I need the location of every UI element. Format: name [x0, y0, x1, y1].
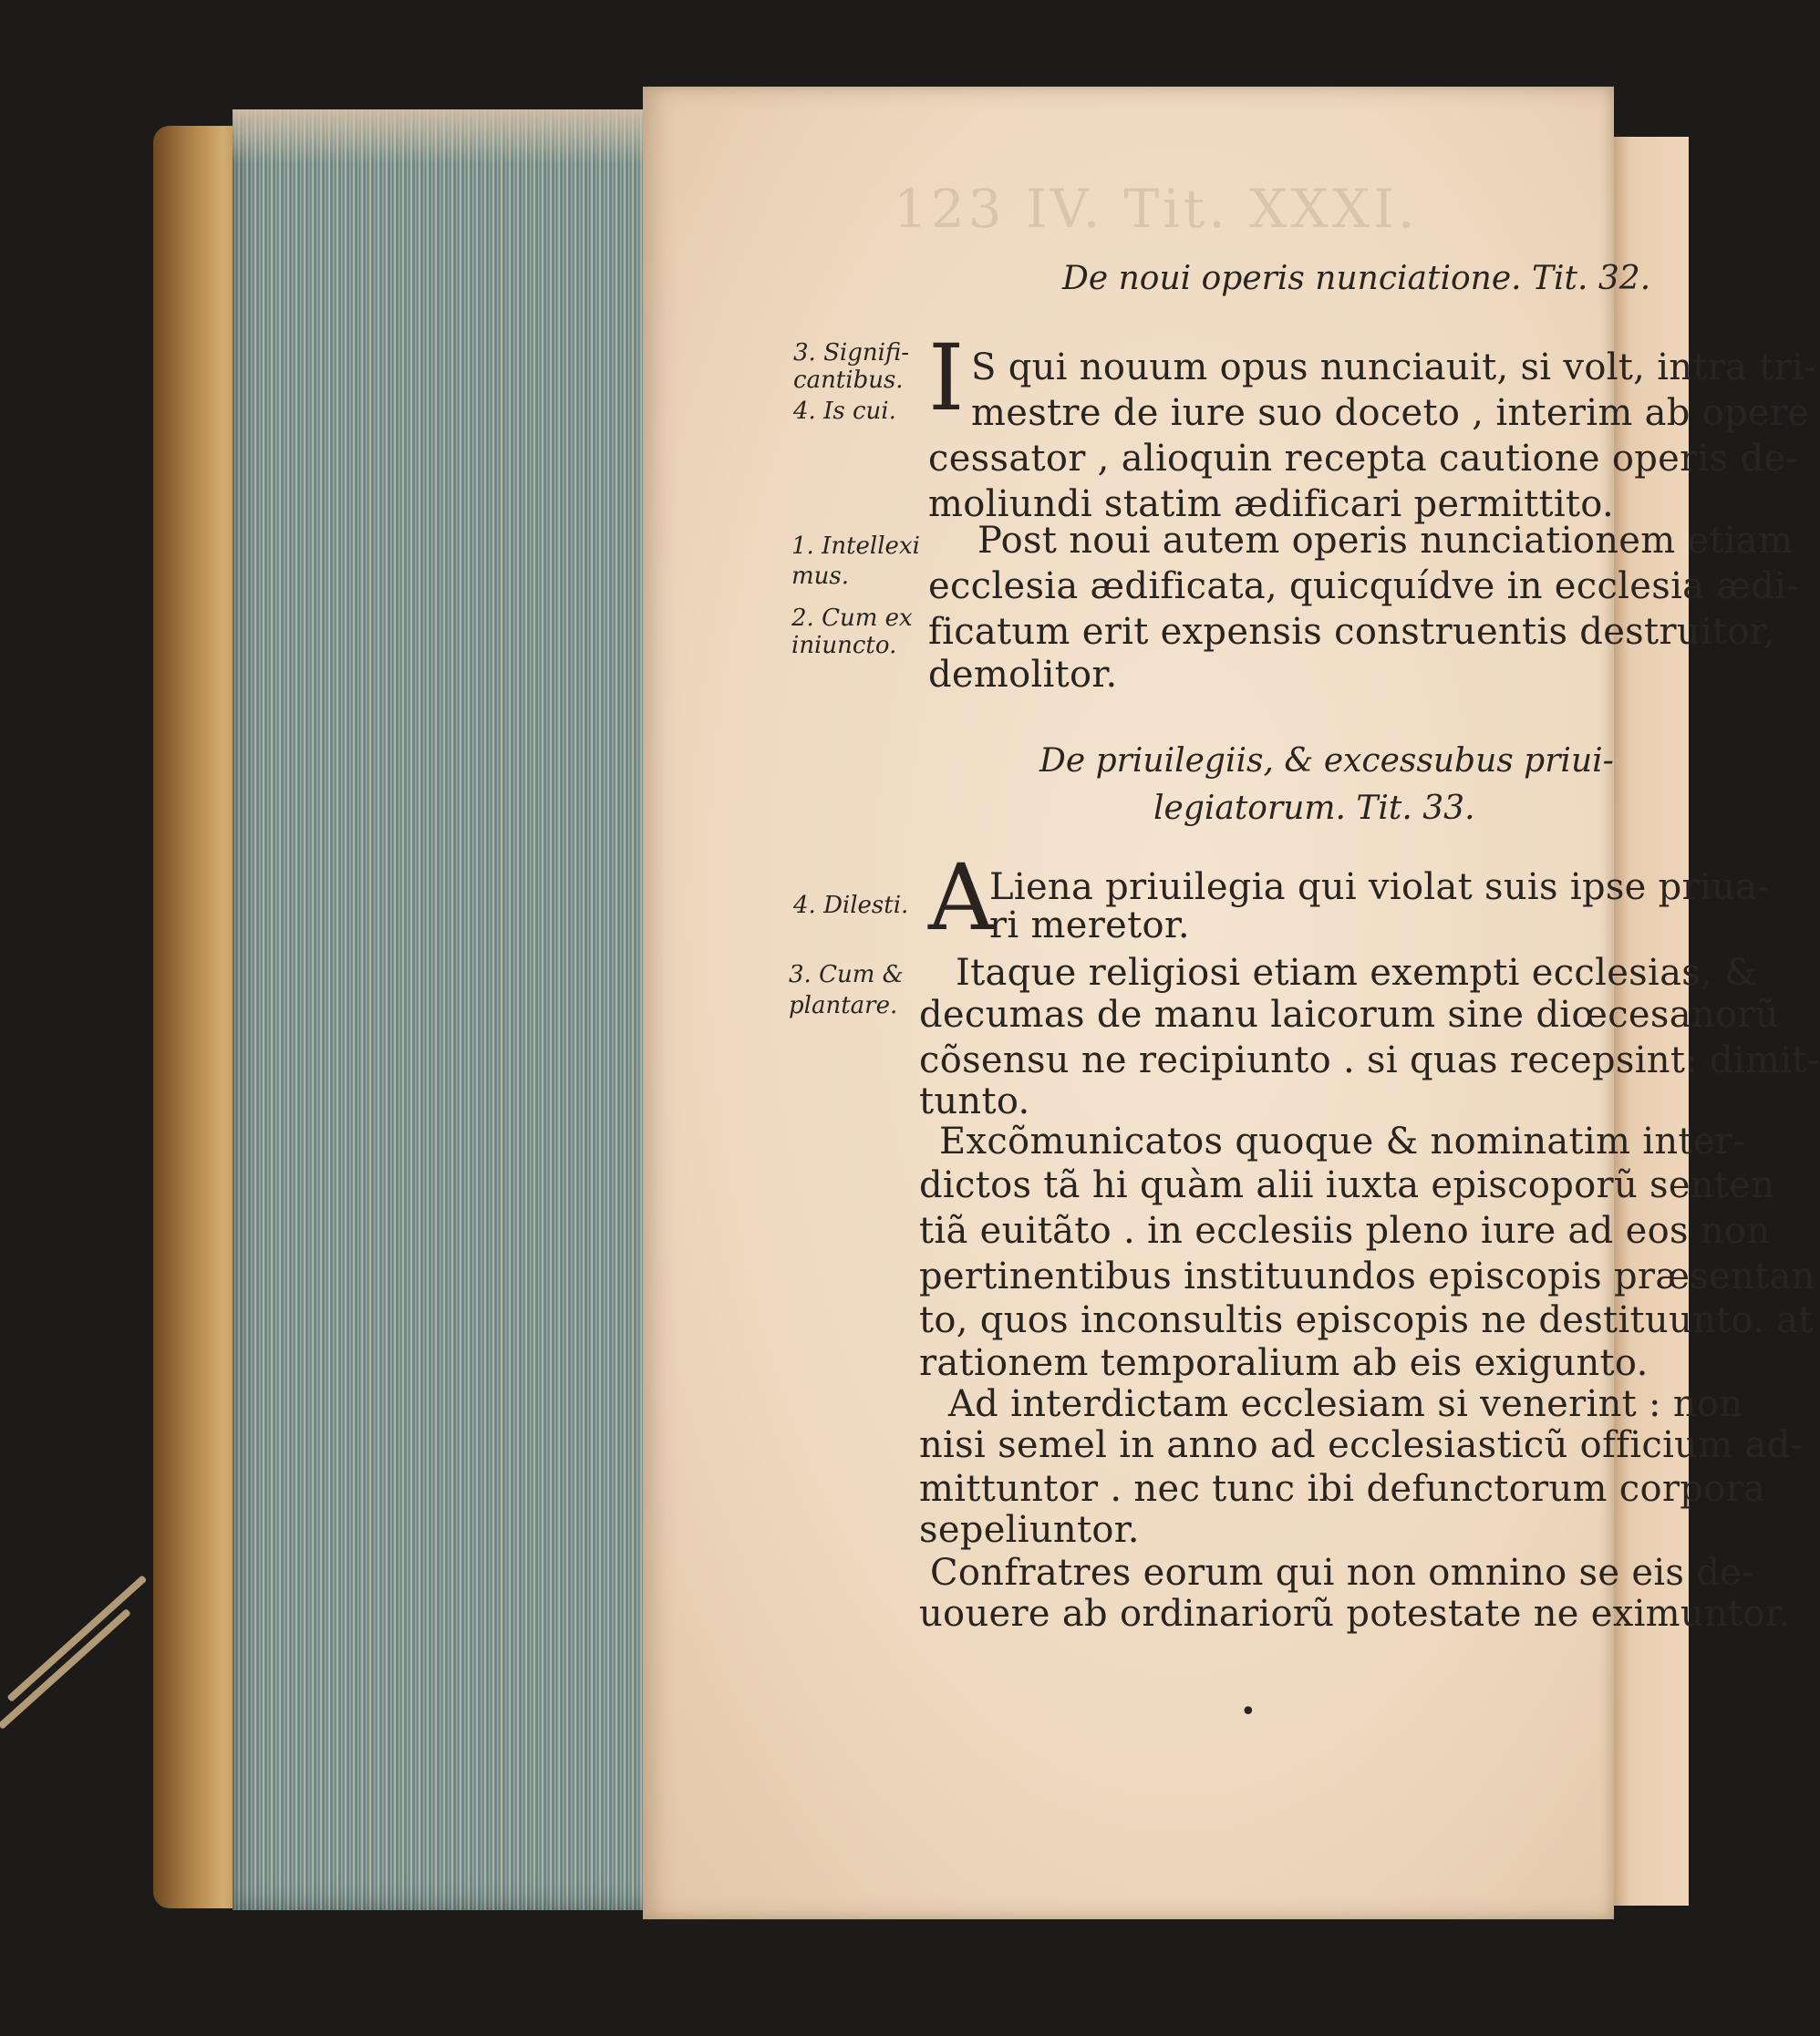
section-heading: legiatorum. Tit. 33. [1153, 790, 1475, 827]
page-edges-top [233, 109, 670, 164]
margin-note: cantibus. [793, 367, 904, 394]
text-line: cõsensu ne recipiunto . si quas recepsint: dimit- [919, 1039, 1820, 1081]
text-line: demolitor. [928, 654, 1118, 696]
margin-note: 4. Is cui. [793, 398, 896, 425]
text-line: decumas de manu laicorum sine diœcesanorũ [919, 994, 1779, 1036]
text-line: to, quos inconsultis episcopis ne destituunto. at [919, 1299, 1814, 1341]
margin-note: iniuncto. [791, 632, 897, 659]
text-line: nisi semel in anno ad ecclesiasticũ officium ad- [919, 1424, 1804, 1466]
text-line: ficatum erit expensis construentis destruitor, [928, 611, 1775, 653]
margin-note: 1. Intellexi [791, 532, 920, 560]
margin-note: 3. Cum & [789, 961, 904, 988]
text-line: tiã euitãto . in ecclesiis pleno iure ad eos non [919, 1210, 1771, 1252]
text-line: S qui nouum opus nunciauit, si volt, intra tri- [971, 346, 1817, 388]
ribbon-bookmark-2 [0, 1608, 131, 1730]
text-line: Post noui autem operis nunciationem etiam [977, 520, 1794, 562]
text-line: Excõmunicatos quoque & nominatim inter- [939, 1121, 1745, 1163]
text-line: mittuntor . nec tunc ibi defunctorum corpora [919, 1468, 1766, 1510]
text-line: uouere ab ordinariorũ potestate ne eximuntor. [919, 1593, 1791, 1635]
section-heading: De priuilegiis, & excessubus priui- [1039, 742, 1614, 780]
margin-note: 3. Signifi- [793, 339, 910, 367]
margin-note: 2. Cum ex [791, 605, 913, 632]
text-line: moliundi statim ædificari permittito. [928, 483, 1614, 525]
margin-note: 4. Dilesti. [793, 892, 909, 919]
text-line: Liena priuilegia qui violat suis ipse priua- [989, 866, 1771, 908]
text-line: dictos tã hi quàm alii iuxta episcoporũ senten [919, 1164, 1775, 1206]
margin-note: mus. [791, 563, 850, 590]
text-line: tunto. [919, 1080, 1030, 1122]
text-line: pertinentibus instituundos episcopis præsentan [919, 1256, 1815, 1297]
text-line: mestre de iure suo doceto , interim ab opere [971, 392, 1810, 434]
text-line: ecclesia ædificata, quicquídve in ecclesia ædi- [928, 565, 1800, 607]
margin-note: plantare. [789, 992, 898, 1019]
bleed-through-text: 123 IV. Tit. XXXI. [894, 178, 1419, 240]
text-line: sepeliuntor. [919, 1509, 1140, 1551]
page-edges-stack [233, 109, 670, 1910]
drop-cap: A [928, 844, 995, 951]
page-mark: • [1240, 1696, 1256, 1728]
drop-cap: I [928, 325, 965, 431]
text-line: cessator , alioquin recepta cautione operis de- [928, 438, 1799, 480]
text-line: rationem temporalium ab eis exigunto. [919, 1342, 1649, 1384]
text-line: Itaque religiosi etiam exempti ecclesias, & [956, 952, 1757, 994]
text-line: Ad interdictam ecclesiam si venerint : non [948, 1383, 1743, 1425]
text-line: ri meretor. [989, 904, 1190, 946]
text-line: Confratres eorum qui non omnino se eis de- [930, 1552, 1754, 1594]
ribbon-bookmark [6, 1575, 147, 1702]
running-header: De noui operis nunciatione. Tit. 32. [1062, 260, 1651, 297]
